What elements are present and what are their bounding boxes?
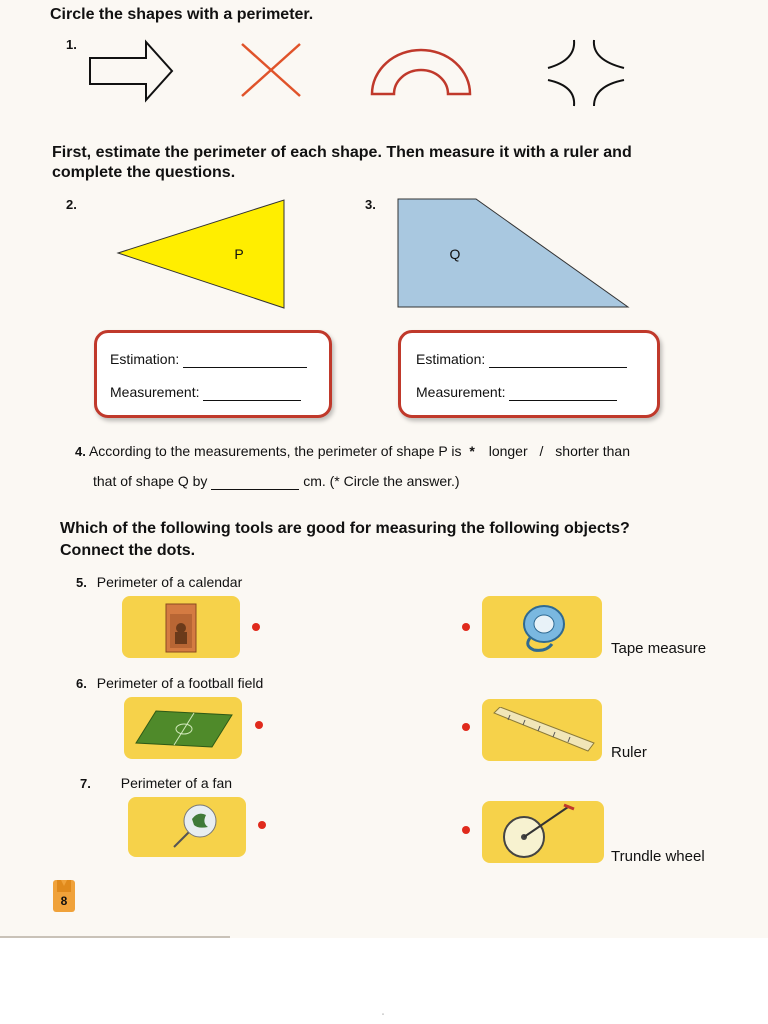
trapezoid-shape-q bbox=[394, 195, 634, 311]
page-edge bbox=[0, 936, 230, 938]
fan-card bbox=[128, 797, 246, 857]
answer-box-p bbox=[94, 330, 332, 418]
item-5-row bbox=[76, 574, 242, 590]
tool-label-trundle-wheel: Trundle wheel bbox=[611, 848, 705, 865]
calendar-image bbox=[164, 602, 198, 654]
football-field-card bbox=[124, 697, 242, 759]
question4-line2-start: that of shape Q by bbox=[93, 473, 208, 489]
measurement-label-q: Measurement: bbox=[416, 384, 506, 400]
item-label: Perimeter of a football field bbox=[96, 675, 264, 691]
shape-q-label: Q bbox=[449, 246, 461, 262]
trundle-wheel-image bbox=[500, 803, 580, 861]
section1-heading: Circle the shapes with a perimeter. bbox=[50, 6, 314, 23]
question1-number: 1. bbox=[66, 37, 77, 52]
shape-p-label: P bbox=[234, 246, 244, 262]
option-shorter-than[interactable]: shorter than bbox=[555, 443, 631, 459]
ruler-image bbox=[490, 707, 596, 757]
ruler-card bbox=[482, 699, 602, 761]
difference-input[interactable] bbox=[211, 473, 299, 490]
estimation-input-p[interactable] bbox=[183, 351, 307, 368]
asterisk-mark: * bbox=[469, 443, 475, 459]
question4-line2-end: cm. (* Circle the answer.) bbox=[303, 473, 460, 489]
arrow-shape[interactable] bbox=[88, 38, 178, 104]
option-slash: / bbox=[539, 443, 544, 459]
item-label: Perimeter of a calendar bbox=[96, 574, 243, 590]
estimation-input-q[interactable] bbox=[489, 351, 627, 368]
page-number: 8 bbox=[60, 894, 68, 908]
answer-box-q bbox=[398, 330, 660, 418]
measurement-label-p: Measurement: bbox=[110, 384, 200, 400]
tape-measure-image bbox=[516, 600, 570, 654]
trundle-wheel-card bbox=[482, 801, 604, 863]
scan-mark: " bbox=[382, 1014, 385, 1020]
estimation-label-p: Estimation: bbox=[110, 351, 180, 367]
calendar-card bbox=[122, 596, 240, 658]
section3-heading-line2: Connect the dots. bbox=[60, 542, 196, 559]
section3-heading-line1: Which of the following tools are good for measuring the following objects? bbox=[60, 520, 630, 537]
cross-lines-shape[interactable] bbox=[238, 40, 304, 100]
section2-heading-line2: complete the questions. bbox=[52, 164, 236, 181]
triangle-shape-p bbox=[112, 196, 292, 312]
item-label: Perimeter of a fan bbox=[120, 775, 233, 791]
fan-image bbox=[168, 801, 222, 853]
badge-notch-icon bbox=[57, 880, 71, 892]
item-number: 5. bbox=[76, 575, 87, 590]
question4-number: 4. bbox=[75, 444, 86, 459]
ruler-dot[interactable] bbox=[462, 723, 470, 731]
estimation-label-q: Estimation: bbox=[416, 351, 486, 367]
question4-text: According to the measurements, the perimeter of shape P is bbox=[88, 443, 462, 459]
four-curves-shape[interactable] bbox=[540, 36, 630, 110]
tape-measure-card bbox=[482, 596, 602, 658]
tape-measure-dot[interactable] bbox=[462, 623, 470, 631]
measurement-input-q[interactable] bbox=[509, 384, 617, 401]
question4-line1 bbox=[75, 443, 725, 459]
question3-number: 3. bbox=[365, 197, 376, 212]
option-longer[interactable]: longer bbox=[488, 443, 528, 459]
item-number: 6. bbox=[76, 676, 87, 691]
item-6-row bbox=[76, 675, 263, 691]
football-field-image bbox=[134, 707, 234, 751]
item-number: 7. bbox=[80, 776, 91, 791]
item-7-row bbox=[80, 775, 232, 791]
arch-shape[interactable] bbox=[368, 46, 474, 98]
item-6-dot[interactable] bbox=[255, 721, 263, 729]
trundle-wheel-dot[interactable] bbox=[462, 826, 470, 834]
question4-line2 bbox=[93, 473, 460, 490]
item-7-dot[interactable] bbox=[258, 821, 266, 829]
measurement-input-p[interactable] bbox=[203, 384, 301, 401]
tool-label-tape-measure: Tape measure bbox=[611, 640, 707, 657]
tool-label-ruler: Ruler bbox=[611, 744, 647, 761]
page-number-badge bbox=[53, 880, 75, 912]
section2-heading-line1: First, estimate the perimeter of each shape. Then measure it with a ruler and bbox=[52, 144, 632, 161]
item-5-dot[interactable] bbox=[252, 623, 260, 631]
question2-number: 2. bbox=[66, 197, 77, 212]
